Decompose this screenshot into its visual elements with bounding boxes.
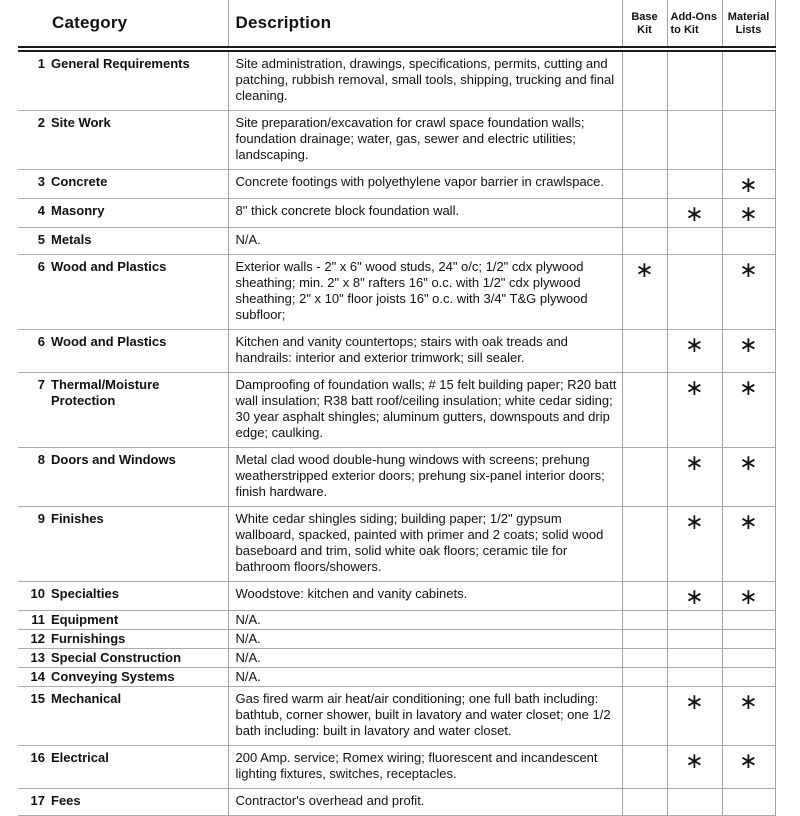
add-ons-cell — [667, 611, 722, 630]
description-cell: Concrete footings with polyethylene vapor barrier in crawlspace. — [228, 170, 622, 199]
description-cell: N/A. — [228, 668, 622, 687]
material-lists-cell — [722, 789, 775, 816]
base-kit-cell — [622, 507, 667, 582]
category-number: 5 — [37, 232, 45, 247]
category-name: Concrete — [51, 174, 108, 189]
category-content — [18, 174, 228, 190]
material-lists-cell — [722, 255, 775, 330]
base-kit-cell — [622, 170, 667, 199]
add-ons-cell — [667, 789, 722, 816]
description-cell: Woodstove: kitchen and vanity cabinets. — [228, 582, 622, 611]
category-cell — [18, 228, 228, 255]
material-lists-cell — [722, 746, 775, 789]
header-row — [18, 0, 775, 49]
category-content — [18, 631, 228, 647]
base-kit-cell — [622, 199, 667, 228]
description-cell: Contractor's overhead and profit. — [228, 789, 622, 816]
base-kit-cell — [622, 668, 667, 687]
col-header-category-label: Category — [52, 13, 128, 32]
spec-table — [18, 0, 776, 816]
description-cell: Damproofing of foundation walls; # 15 felt building paper; R20 batt wall insulation; R38 batt roof/ceiling insulation; white cedar siding; 30 year asphalt shingles; aluminum gutters, downspouts and drip edge; caulking. — [228, 373, 622, 448]
table-row — [18, 668, 775, 687]
description-cell: N/A. — [228, 649, 622, 668]
description-cell: Exterior walls - 2" x 6" wood studs, 24" o/c; 1/2" cdx plywood sheathing; min. 2" x 8" rafters 16" o.c. with 1/2" cdx plywood sheathing; 2" x 10" floor joists 16" o.c. with 3/4" T&G plywood subfloor; — [228, 255, 622, 330]
material-lists-cell — [722, 507, 775, 582]
asterisk-mark: ∗ — [685, 375, 704, 400]
table-row — [18, 170, 775, 199]
table-row — [18, 373, 775, 448]
table-row — [18, 507, 775, 582]
col-header-material-lists-line2: Lists — [735, 24, 762, 36]
asterisk-mark: ∗ — [685, 509, 704, 534]
table-row — [18, 330, 775, 373]
asterisk-mark: ∗ — [739, 689, 758, 714]
category-name: Fees — [51, 793, 81, 808]
asterisk-mark: ∗ — [685, 201, 704, 226]
description-cell: N/A. — [228, 630, 622, 649]
category-number: 6 — [37, 259, 45, 274]
category-number: 8 — [37, 452, 45, 467]
category-cell — [18, 330, 228, 373]
base-kit-cell — [622, 582, 667, 611]
category-number: 17 — [30, 793, 45, 808]
category-number: 1 — [37, 56, 45, 71]
asterisk-mark: ∗ — [685, 689, 704, 714]
category-cell — [18, 668, 228, 687]
col-header-material-lists-line1: Material — [727, 11, 770, 23]
category-cell — [18, 111, 228, 170]
description-cell: 200 Amp. service; Romex wiring; fluorescent and incandescent lighting fixtures, switches, receptacles. — [228, 746, 622, 789]
category-number: 4 — [37, 203, 45, 218]
category-number: 13 — [30, 650, 45, 665]
table-row — [18, 789, 775, 816]
description-cell: 8" thick concrete block foundation wall. — [228, 199, 622, 228]
col-header-add-ons — [667, 0, 722, 49]
col-header-description-label: Description — [235, 13, 332, 32]
base-kit-cell — [622, 746, 667, 789]
description-cell: N/A. — [228, 611, 622, 630]
col-header-add-ons-line1: Add-Ons — [670, 11, 717, 23]
asterisk-mark: ∗ — [739, 584, 758, 609]
asterisk-mark: ∗ — [685, 748, 704, 773]
col-header-material-lists — [722, 0, 775, 49]
asterisk-mark: ∗ — [685, 584, 704, 609]
col-header-add-ons-line2: to Kit — [670, 24, 699, 36]
add-ons-cell — [667, 255, 722, 330]
category-cell — [18, 687, 228, 746]
add-ons-cell — [667, 373, 722, 448]
table-row — [18, 199, 775, 228]
material-lists-cell — [722, 111, 775, 170]
category-name: General Requirements — [51, 56, 190, 71]
table-header — [18, 0, 775, 49]
material-lists-cell — [722, 582, 775, 611]
description-cell: Site administration, drawings, specifications, permits, cutting and patching, rubbish removal, small tools, shipping, trucking and final cleaning. — [228, 49, 622, 111]
category-cell — [18, 255, 228, 330]
description-cell: Kitchen and vanity countertops; stairs with oak treads and handrails: interior and exterior trimwork; sill sealer. — [228, 330, 622, 373]
base-kit-cell — [622, 649, 667, 668]
category-number: 12 — [30, 631, 45, 646]
category-cell — [18, 649, 228, 668]
table-row — [18, 611, 775, 630]
asterisk-mark: ∗ — [739, 375, 758, 400]
add-ons-cell — [667, 111, 722, 170]
base-kit-cell — [622, 330, 667, 373]
category-name: Mechanical — [51, 691, 122, 706]
add-ons-cell — [667, 448, 722, 507]
asterisk-mark: ∗ — [739, 509, 758, 534]
category-content — [18, 691, 228, 707]
category-content — [18, 334, 228, 350]
category-name: Site Work — [51, 115, 111, 130]
table-row — [18, 448, 775, 507]
table-row — [18, 255, 775, 330]
category-content — [18, 115, 228, 131]
category-number: 16 — [30, 750, 45, 765]
category-content — [18, 56, 228, 72]
category-number: 14 — [30, 669, 45, 684]
category-number: 11 — [31, 612, 45, 627]
category-number: 10 — [30, 586, 45, 601]
asterisk-mark: ∗ — [685, 450, 704, 475]
table-row — [18, 49, 775, 111]
description-cell: Site preparation/excavation for crawl space foundation walls; foundation drainage; water, gas, sewer and electric utilities; landscaping. — [228, 111, 622, 170]
material-lists-cell — [722, 687, 775, 746]
category-number: 15 — [30, 691, 45, 706]
category-name: Wood and Plastics — [51, 259, 167, 274]
category-content — [18, 203, 228, 219]
base-kit-cell — [622, 448, 667, 507]
category-name: Masonry — [51, 203, 105, 218]
category-content — [18, 452, 228, 468]
category-content — [18, 586, 228, 602]
category-cell — [18, 582, 228, 611]
category-content — [18, 650, 228, 666]
add-ons-cell — [667, 668, 722, 687]
table-row — [18, 687, 775, 746]
category-name: Special Construction — [51, 650, 182, 665]
base-kit-cell — [622, 687, 667, 746]
base-kit-cell — [622, 228, 667, 255]
category-cell — [18, 746, 228, 789]
material-lists-cell — [722, 228, 775, 255]
add-ons-cell — [667, 199, 722, 228]
table-row — [18, 630, 775, 649]
category-content — [18, 669, 228, 685]
category-content — [18, 511, 228, 527]
category-name: Thermal/Moisture Protection — [51, 377, 160, 408]
base-kit-cell — [622, 49, 667, 111]
base-kit-cell — [622, 789, 667, 816]
base-kit-cell — [622, 373, 667, 448]
category-content — [18, 232, 228, 248]
category-cell — [18, 49, 228, 111]
category-cell — [18, 170, 228, 199]
category-cell — [18, 611, 228, 630]
category-name: Doors and Windows — [51, 452, 176, 467]
material-lists-cell — [722, 668, 775, 687]
add-ons-cell — [667, 49, 722, 111]
add-ons-cell — [667, 507, 722, 582]
material-lists-cell — [722, 649, 775, 668]
category-number: 9 — [37, 511, 45, 526]
category-number: 6 — [37, 334, 45, 349]
asterisk-mark: ∗ — [635, 257, 654, 282]
category-content — [18, 259, 228, 275]
category-number: 7 — [37, 377, 45, 392]
add-ons-cell — [667, 228, 722, 255]
category-number: 3 — [37, 174, 45, 189]
asterisk-mark: ∗ — [739, 201, 758, 226]
description-cell: N/A. — [228, 228, 622, 255]
table-body — [18, 49, 775, 816]
category-name: Finishes — [51, 511, 104, 526]
base-kit-cell — [622, 255, 667, 330]
table-row — [18, 582, 775, 611]
category-content — [18, 793, 228, 809]
asterisk-mark: ∗ — [739, 450, 758, 475]
asterisk-mark: ∗ — [739, 172, 758, 197]
table-row — [18, 746, 775, 789]
category-cell — [18, 373, 228, 448]
add-ons-cell — [667, 630, 722, 649]
col-header-base-kit-line2: Kit — [637, 24, 652, 36]
category-content — [18, 377, 228, 409]
col-header-category — [18, 0, 228, 49]
category-cell — [18, 630, 228, 649]
category-name: Furnishings — [51, 631, 126, 646]
base-kit-cell — [622, 111, 667, 170]
material-lists-cell — [722, 170, 775, 199]
material-lists-cell — [722, 49, 775, 111]
table-row — [18, 228, 775, 255]
material-lists-cell — [722, 448, 775, 507]
description-cell: Gas fired warm air heat/air conditioning; one full bath including: bathtub, corner shower, built in lavatory and water closet; one 1/2 bath including: built in lavatory and water closet. — [228, 687, 622, 746]
asterisk-mark: ∗ — [685, 332, 704, 357]
add-ons-cell — [667, 746, 722, 789]
add-ons-cell — [667, 170, 722, 199]
category-name: Metals — [51, 232, 92, 247]
category-name: Electrical — [51, 750, 109, 765]
col-header-description — [228, 0, 622, 49]
category-name: Equipment — [51, 612, 119, 627]
table-row — [18, 111, 775, 170]
description-cell: White cedar shingles siding; building paper; 1/2" gypsum wallboard, spacked, painted with primer and 2 coats; solid wood baseboard and trim, solid white oak floors; ceramic tile for bathroom floors/showers. — [228, 507, 622, 582]
table-row — [18, 649, 775, 668]
asterisk-mark: ∗ — [739, 748, 758, 773]
category-name: Specialties — [51, 586, 119, 601]
material-lists-cell — [722, 330, 775, 373]
col-header-base-kit-line1: Base — [631, 11, 658, 23]
category-content — [18, 612, 228, 628]
add-ons-cell — [667, 649, 722, 668]
material-lists-cell — [722, 199, 775, 228]
description-cell: Metal clad wood double-hung windows with screens; prehung weatherstripped exterior doors; prehung six-panel interior doors; finish hardware. — [228, 448, 622, 507]
category-content — [18, 750, 228, 766]
asterisk-mark: ∗ — [739, 332, 758, 357]
material-lists-cell — [722, 611, 775, 630]
category-cell — [18, 448, 228, 507]
material-lists-cell — [722, 630, 775, 649]
base-kit-cell — [622, 630, 667, 649]
add-ons-cell — [667, 687, 722, 746]
category-name: Conveying Systems — [51, 669, 175, 684]
asterisk-mark: ∗ — [739, 257, 758, 282]
base-kit-cell — [622, 611, 667, 630]
category-name: Wood and Plastics — [51, 334, 167, 349]
col-header-base-kit — [622, 0, 667, 49]
material-lists-cell — [722, 373, 775, 448]
category-cell — [18, 507, 228, 582]
category-number: 2 — [37, 115, 45, 130]
add-ons-cell — [667, 330, 722, 373]
category-cell — [18, 199, 228, 228]
category-cell — [18, 789, 228, 816]
add-ons-cell — [667, 582, 722, 611]
